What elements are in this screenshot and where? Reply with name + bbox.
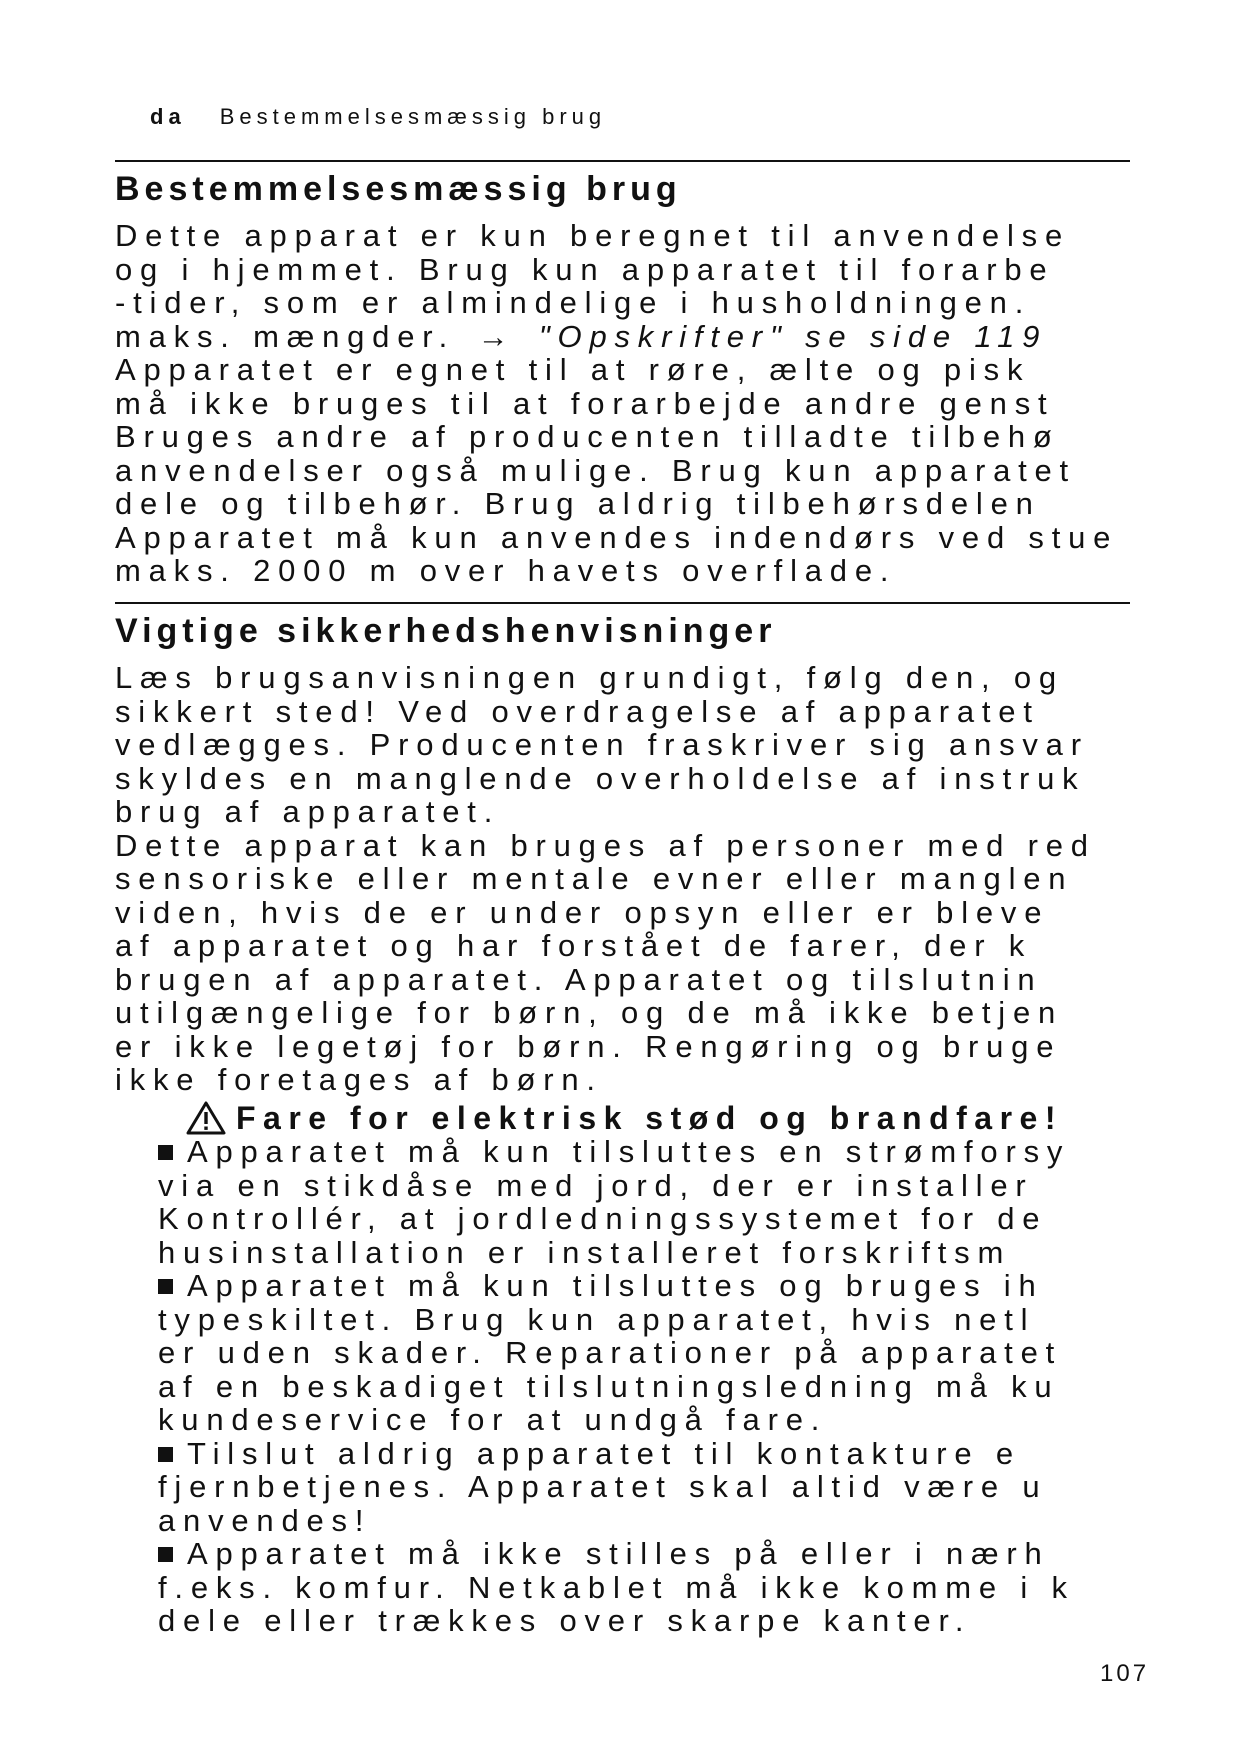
text-line: og i hjemmet. Brug kun apparatet til forarbe bbox=[115, 251, 1055, 287]
page-number: 107 bbox=[1100, 1660, 1150, 1687]
text-line: brugen af apparatet. Apparatet og tilslutnin bbox=[115, 961, 1043, 997]
text-line: af en beskadiget tilslutningsledning må ku bbox=[158, 1368, 1060, 1404]
bullet-line bbox=[158, 1437, 1241, 1471]
text-line: dele og tilbehør. Brug aldrig tilbehørsdelen bbox=[115, 486, 1041, 521]
bullet-line bbox=[158, 1135, 1241, 1169]
bullet-line bbox=[158, 1269, 1241, 1303]
text-line: Apparatet må kun anvendes indendørs ved stue bbox=[115, 519, 1119, 555]
text-line: Læs brugsanvisningen grundigt, følg den, og bbox=[115, 661, 1064, 695]
text-line: skyldes en manglende overholdelse af instruk bbox=[115, 760, 1086, 796]
text-line: fjernbetjenes. Apparatet skal altid være u bbox=[158, 1469, 1048, 1504]
text-line: sikkert sted! Ved overdragelse af apparatet bbox=[115, 693, 1040, 729]
section-heading-intended-use: Bestemmelsesmæssig brug bbox=[115, 170, 682, 208]
language-code: da bbox=[150, 104, 186, 129]
text-line: kundeservice for at undgå fare. bbox=[158, 1402, 828, 1437]
text-line: er uden skader. Reparationer på apparatet bbox=[158, 1335, 1063, 1370]
text-line: Dette apparat er kun beregnet til anvendelse bbox=[115, 219, 1070, 253]
square-bullet-icon bbox=[158, 1547, 173, 1562]
safety-text bbox=[115, 661, 1241, 1097]
text-line: ikke foretages af børn. bbox=[115, 1062, 603, 1097]
bullet-line bbox=[158, 1537, 1241, 1571]
section-heading-safety: Vigtige sikkerhedshenvisninger bbox=[115, 612, 777, 650]
square-bullet-icon bbox=[158, 1145, 173, 1160]
text-line: typeskiltet. Brug kun apparatet, hvis netl bbox=[158, 1301, 1036, 1337]
section-divider bbox=[115, 602, 1130, 604]
text-line: Apparatet må kun tilsluttes og bruges ih bbox=[187, 1268, 1044, 1303]
text-line: f.eks. komfur. Netkablet må ikke komme i k bbox=[158, 1569, 1075, 1605]
text-line: Tilslut aldrig apparatet til kontakture e bbox=[187, 1435, 1021, 1471]
text-line: brug af apparatet. bbox=[115, 794, 501, 829]
text-line: Apparatet må kun tilsluttes en strømforsy bbox=[187, 1135, 1071, 1169]
section-divider bbox=[115, 160, 1130, 162]
arrow-right-icon: → bbox=[477, 318, 517, 354]
text-line: viden, hvis de er under opsyn eller er bleve bbox=[115, 894, 1050, 930]
warning-triangle-icon bbox=[186, 1101, 226, 1135]
text-line: Apparatet er egnet til at røre, ælte og pisk bbox=[115, 352, 1031, 387]
text-line: dele eller trækkes over skarpe kanter. bbox=[158, 1603, 972, 1638]
text-line: maks. mængder. bbox=[115, 318, 456, 354]
text-line: må ikke bruges til at forarbejde andre genst bbox=[115, 385, 1055, 421]
square-bullet-icon bbox=[158, 1447, 173, 1462]
text-line: af apparatet og har forstået de farer, der k bbox=[115, 928, 1033, 963]
text-line: anvendes! bbox=[158, 1502, 372, 1538]
warning-list bbox=[158, 1135, 1241, 1638]
text-line-with-link bbox=[115, 320, 1241, 354]
header-title: Bestemmelsesmæssig brug bbox=[219, 104, 607, 129]
intended-use-text bbox=[115, 219, 1241, 588]
text-line: maks. 2000 m over havets overflade. bbox=[115, 553, 897, 588]
running-header bbox=[150, 104, 606, 130]
square-bullet-icon bbox=[158, 1279, 173, 1294]
text-line: -tider, som er almindelige i husholdningen. bbox=[115, 285, 1032, 320]
text-line: Apparatet må ikke stilles på eller i nærh bbox=[187, 1536, 1050, 1571]
text-line: er ikke legetøj for børn. Rengøring og bruge bbox=[115, 1028, 1062, 1064]
text-line: utilgængelige for børn, og de må ikke betjen bbox=[115, 995, 1064, 1030]
warning-title: Fare for elektrisk stød og brandfare! bbox=[236, 1100, 1063, 1136]
text-line: sensoriske eller mentale evner eller manglen bbox=[115, 861, 1074, 896]
text-line: Dette apparat kan bruges af personer med red bbox=[115, 827, 1096, 863]
warning-heading bbox=[186, 1100, 1063, 1137]
text-line: Kontrollér, at jordledningssystemet for de bbox=[158, 1201, 1048, 1236]
text-line: via en stikdåse med jord, der er installer bbox=[158, 1167, 1034, 1203]
text-line: husinstallation er installeret forskriftsm bbox=[158, 1234, 1012, 1270]
text-line: Bruges andre af producenten tilladte tilbehø bbox=[115, 419, 1060, 454]
recipes-page-link[interactable]: "Opskrifter" se side 119 bbox=[538, 318, 1048, 354]
text-line: anvendelser også mulige. Brug kun apparatet bbox=[115, 452, 1076, 488]
text-line: vedlægges. Producenten fraskriver sig ansvar bbox=[115, 727, 1089, 762]
